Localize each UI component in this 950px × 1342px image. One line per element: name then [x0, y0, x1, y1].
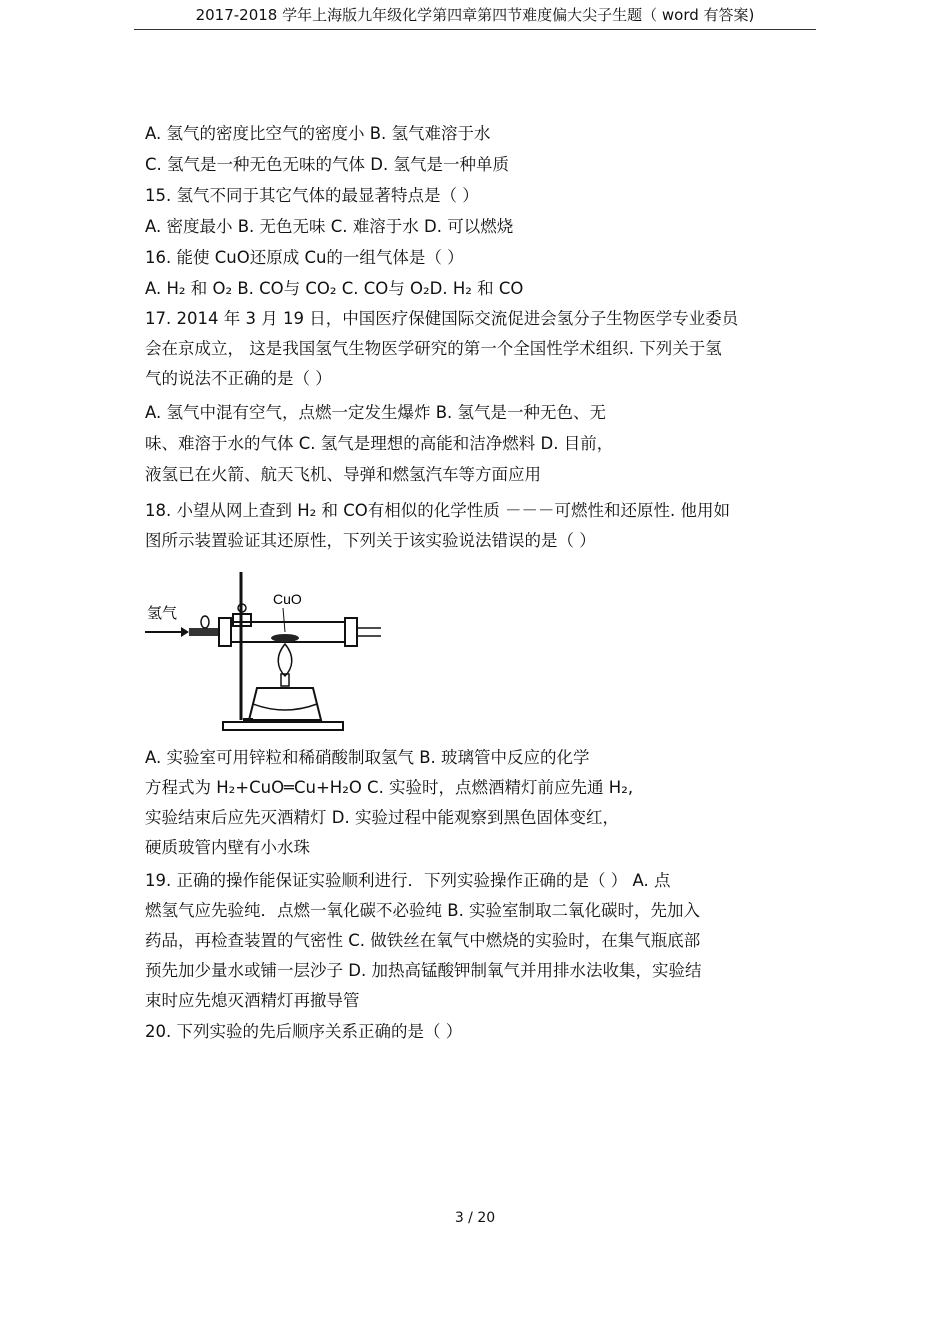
q17-stem-3: 气的说法不正确的是（ ） — [145, 369, 332, 388]
q18-stem-2: 图所示装置验证其还原性，下列关于该实验说法错误的是（ ） — [145, 531, 596, 550]
page-header: 2017-2018 学年上海版九年级化学第四章第四节难度偏大尖子生题（ word 有答案) — [134, 4, 816, 30]
q17-stem-2: 会在京成立， 这是我国氢气生物医学研究的第一个全国性学术组织. 下列关于氢 — [145, 339, 722, 358]
page-number: 3 / 20 — [454, 1210, 496, 1226]
question-content — [145, 118, 815, 1047]
q18-options-3: 实验结束后应先灭酒精灯 D. 实验过程中能观察到黑色固体变红， — [145, 808, 619, 827]
q17-stem-1: 17. 2014 年 3 月 19 日，中国医疗保健国际交流促进会氢分子生物医学专业委员 — [145, 309, 739, 328]
q17-options-3: 液氢已在火箭、航天飞机、导弹和燃氢汽车等方面应用 — [145, 465, 541, 484]
q15-stem: 15. 氢气不同于其它气体的最显著特点是（ ） — [145, 186, 479, 205]
q18-options-4: 硬质玻管内壁有小水珠 — [145, 838, 310, 857]
q19-stem-1: 19. 正确的操作能保证实验顺利进行．下列实验操作正确的是（ ） A. 点 — [145, 871, 671, 890]
q18-stem-1: 18. 小望从网上查到 H₂ 和 CO有相似的化学性质 －－－可燃性和还原性. 他用如 — [145, 501, 730, 520]
q17-options-2: 味、难溶于水的气体 C. 氢气是理想的高能和洁净燃料 D. 目前， — [145, 434, 614, 453]
q19-stem-4: 预先加少量水或铺一层沙子 D. 加热高锰酸钾制氧气并用排水法收集，实验结 — [145, 961, 702, 980]
q14-options-ab: A. 氢气的密度比空气的密度小 B. 氢气难溶于水 — [145, 124, 491, 143]
q19-stem-3: 药品，再检查装置的气密性 C. 做铁丝在氧气中燃烧的实验时，在集气瓶底部 — [145, 931, 701, 950]
q16-stem: 16. 能使 CuO还原成 Cu的一组气体是（ ） — [145, 248, 464, 267]
q14-options-cd: C. 氢气是一种无色无味的气体 D. 氢气是一种单质 — [145, 155, 509, 174]
q15-options: A. 密度最小 B. 无色无味 C. 难溶于水 D. 可以燃烧 — [145, 217, 514, 236]
gas-label: 氢气 — [147, 605, 178, 622]
q17-options-1: A. 氢气中混有空气，点燃一定发生爆炸 B. 氢气是一种无色、无 — [145, 403, 607, 422]
q19-stem-5: 束时应先熄灭酒精灯再撤导管 — [145, 991, 360, 1010]
q20-stem: 20. 下列实验的先后顺序关系正确的是（ ） — [145, 1022, 463, 1041]
q19-stem-2: 燃氢气应先验纯．点燃一氧化碳不必验纯 B. 实验室制取二氧化碳时，先加入 — [145, 901, 701, 920]
q18-options-1: A. 实验室可用锌粒和稀硝酸制取氢气 B. 玻璃管中反应的化学 — [145, 748, 590, 767]
cuo-label: CuO — [273, 591, 302, 607]
q16-options: A. H₂ 和 O₂ B. CO与 CO₂ C. CO与 O₂D. H₂ 和 CO — [145, 279, 524, 298]
hydrogen-reduction-apparatus-figure — [145, 564, 385, 738]
q18-options-2: 方程式为 H₂+CuO═Cu+H₂O C. 实验时，点燃酒精灯前应先通 H₂, — [145, 778, 634, 797]
